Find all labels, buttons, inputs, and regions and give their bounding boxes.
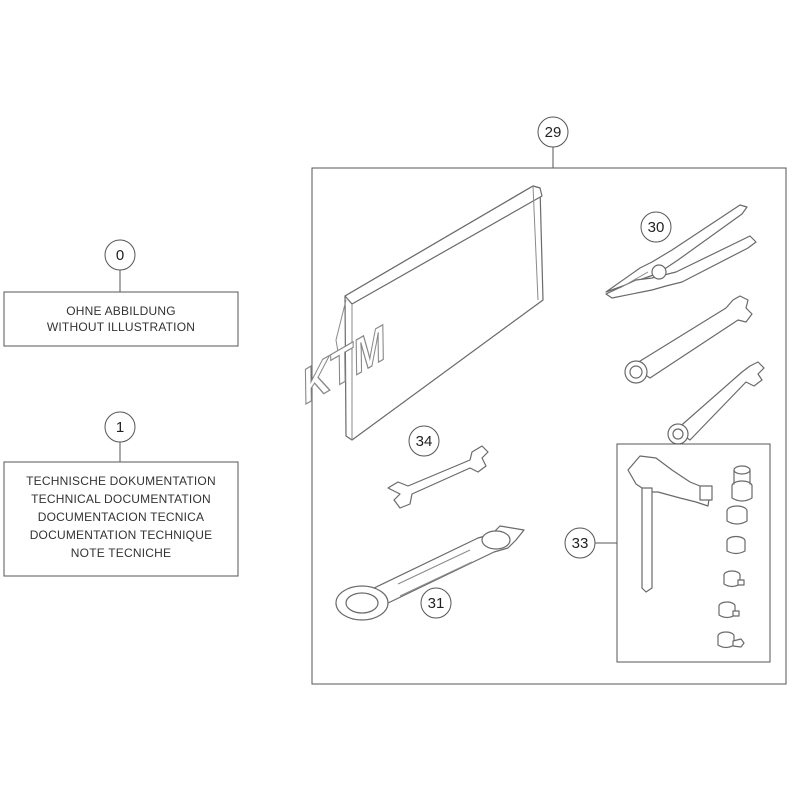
ktm-logo: KTM (297, 315, 390, 415)
no-illustration-line-de: OHNE ABBILDUNG (66, 304, 176, 318)
documentation-line-es: DOCUMENTACION TECNICA (37, 510, 205, 524)
callout-34-number: 34 (415, 433, 433, 450)
no-illustration-box (4, 292, 238, 346)
callout-30-number: 30 (647, 219, 665, 236)
callout-31-number: 31 (427, 595, 445, 612)
hex-bit-2-icon[interactable] (727, 506, 747, 524)
callout-33[interactable] (565, 528, 617, 558)
callout-29[interactable] (538, 117, 568, 168)
callout-29-number: 29 (544, 124, 562, 141)
documentation-line-en: TECHNICAL DOCUMENTATION (31, 492, 211, 506)
documentation-box (4, 462, 238, 576)
combination-wrench-small-icon[interactable] (668, 362, 764, 444)
pliers-icon[interactable] (606, 205, 756, 298)
documentation-line-de: TECHNISCHE DOKUMENTATION (26, 474, 216, 488)
callout-0-number: 0 (115, 247, 125, 264)
callout-31[interactable] (421, 588, 451, 618)
callout-1[interactable] (105, 412, 135, 462)
no-illustration-line-en: WITHOUT ILLUSTRATION (46, 320, 196, 334)
callout-33-number: 33 (571, 535, 589, 552)
hex-bit-6-icon[interactable] (718, 632, 744, 648)
hex-bit-1-icon[interactable] (732, 466, 752, 501)
callout-30[interactable] (641, 212, 671, 242)
t-handle-hex-key-icon[interactable] (628, 456, 712, 592)
hex-bit-4-icon[interactable] (724, 571, 744, 587)
callout-34[interactable] (409, 426, 439, 456)
hex-bit-5-icon[interactable] (719, 602, 739, 618)
open-end-wrench-icon[interactable] (388, 446, 488, 508)
combination-wrench-large-icon[interactable] (625, 296, 752, 383)
documentation-line-it: NOTE TECNICHE (70, 546, 172, 560)
callout-1-number: 1 (115, 419, 125, 436)
tool-pouch[interactable] (298, 186, 543, 440)
documentation-line-fr: DOCUMENTATION TECHNIQUE (29, 528, 213, 542)
callout-0[interactable] (105, 240, 135, 292)
hex-bit-3-icon[interactable] (727, 537, 745, 554)
